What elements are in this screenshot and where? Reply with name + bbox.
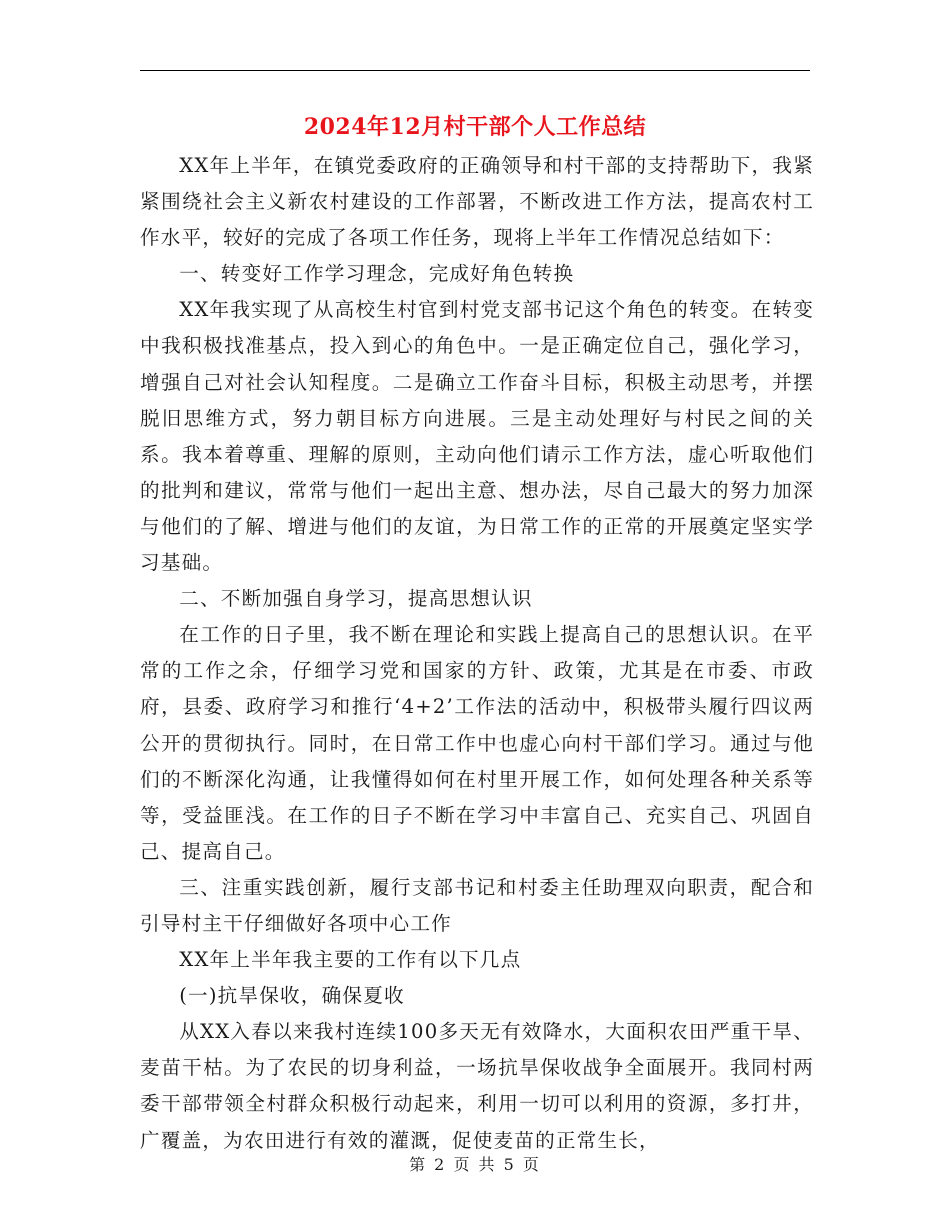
document-title: 2024年12月村干部个人工作总结 (303, 114, 647, 140)
section-heading-2: 二、不断加强自身学习，提高思想认识 (179, 587, 533, 611)
paragraph-intro: XX年上半年，在镇党委政府的正确领导和村干部的支持帮助下，我紧紧围绕社会主义新农村建设的工作部署，不断改进工作方法，提高农村工作水平，较好的完成了各项工作任务，现将上半年工作情况总结如下： (140, 154, 814, 250)
paragraph-section-1: XX年我实现了从高校生村官到村党支部书记这个角色的转变。在转变中我积极找准基点，投入到心的角色中。一是正确定位自己，强化学习，增强自己对社会认知程度。二是确立工作奋斗目标，积极主动思考，并摆脱旧思维方式，努力朝目标方向进展。三是主动处理好与村民之间的关系。我本着尊重、理解的原则，主动向他们请示工作方法，虚心听取他们的批判和建议，常常与他们一起出主意、想办法，尽自己最大的努力加深与他们的了解、增进与他们的友谊，为日常工作的正常的开展奠定坚实学习基础。 (140, 298, 814, 575)
paragraph-work-intro: XX年上半年我主要的工作有以下几点 (179, 948, 522, 972)
header-rule (140, 70, 810, 71)
section-heading-1: 一、转变好工作学习理念，完成好角色转换 (179, 262, 575, 286)
subsection-heading-1: (一)抗旱保收，确保夏收 (179, 984, 405, 1008)
section-heading-3: 三、注重实践创新，履行支部书记和村委主任助理双向职责，配合和引导村主干仔细做好各项中心工作 (140, 875, 814, 935)
paragraph-subsection-1: 从XX入春以来我村连续100多天无有效降水，大面积农田严重干旱、麦苗干枯。为了农民的切身利益，一场抗旱保收战争全面展开。我同村两委干部带领全村群众积极行动起来，利用一切可以利用的资源，多打井，广覆盖，为农田进行有效的灌溉，促使麦苗的正常生长， (140, 1020, 814, 1152)
paragraph-section-2: 在工作的日子里，我不断在理论和实践上提高自己的思想认识。在平常的工作之余，仔细学习党和国家的方针、政策，尤其是在市委、市政府，县委、政府学习和推行‘4+2’工作法的活动中，积极带头履行四议两公开的贯彻执行。同时，在日常工作中也虚心向村干部们学习。通过与他们的不断深化沟通，让我懂得如何在村里开展工作，如何处理各种关系等等，受益匪浅。在工作的日子不断在学习中丰富自己、充实自己、巩固自己、提高自己。 (140, 623, 814, 863)
document-body (140, 148, 814, 1159)
page-number-footer: 第 2 页 共 5 页 (409, 1155, 541, 1174)
